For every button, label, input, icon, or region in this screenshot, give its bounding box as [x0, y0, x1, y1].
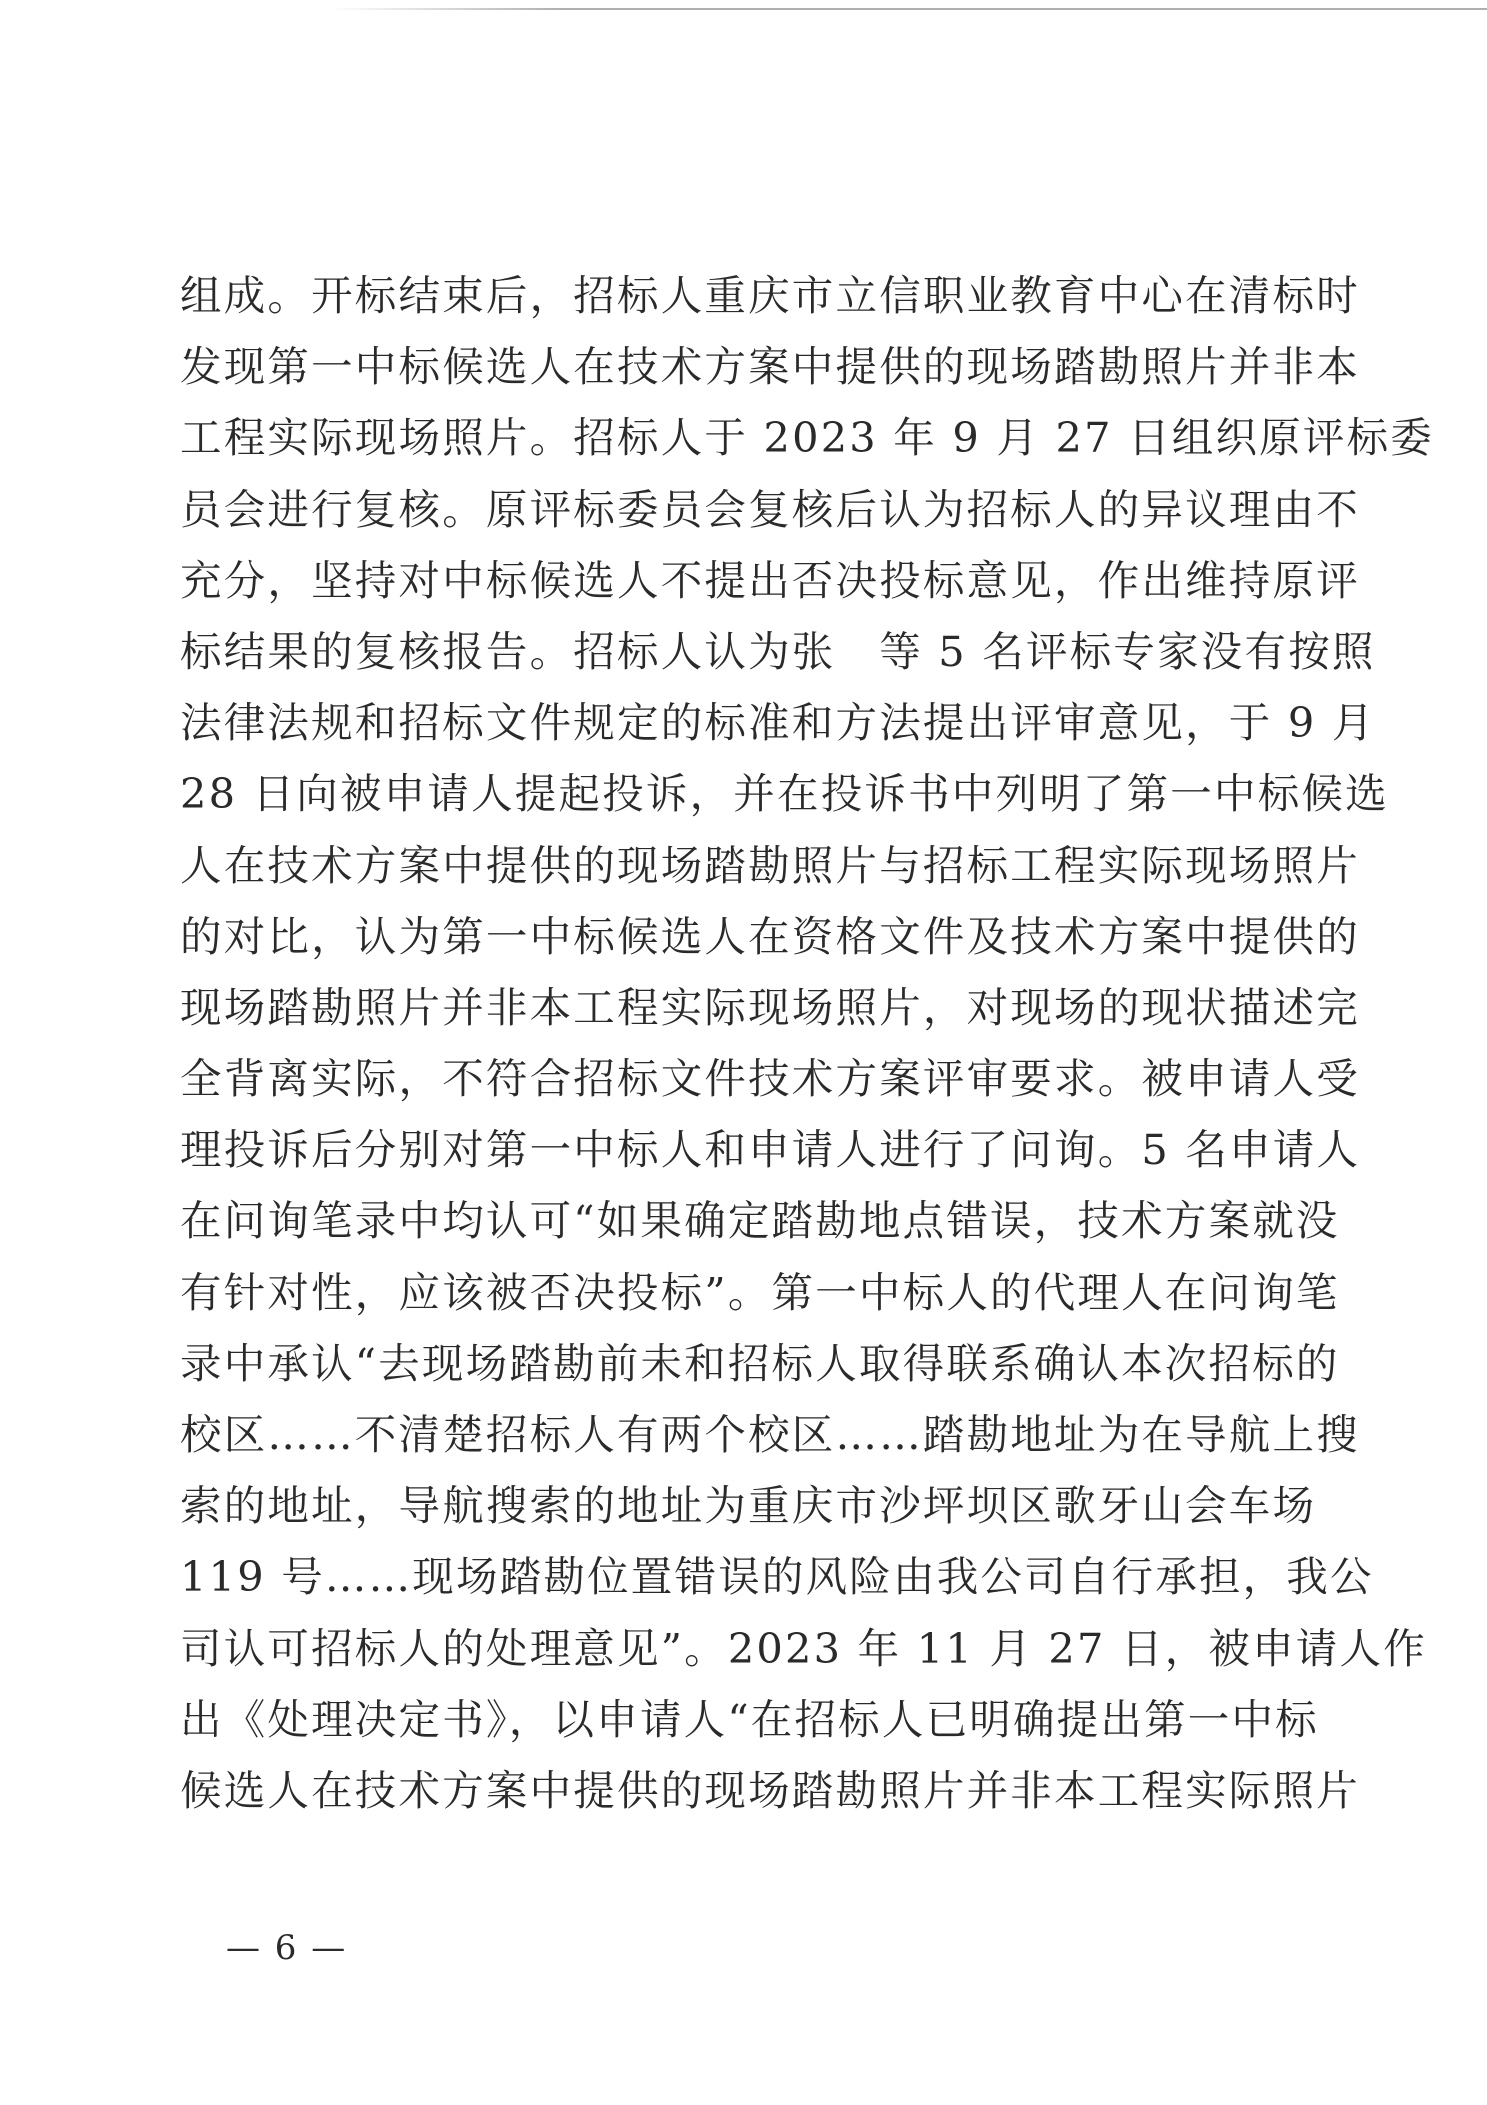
body-line: 在问询笔录中均认可“如果确定踏勘地点错误，技术方案就没 [180, 1196, 1340, 1246]
body-line: 充分，坚持对中标候选人不提出否决投标意见，作出维持原评 [180, 555, 1360, 605]
body-line: 录中承认“去现场踏勘前未和招标人取得联系确认本次招标的 [180, 1338, 1340, 1388]
body-line: 理投诉后分别对第一中标人和申请人进行了问询。5 名申请人 [180, 1125, 1361, 1175]
document-body [180, 260, 1434, 1826]
body-line: 组成。开标结束后，招标人重庆市立信职业教育中心在清标时 [180, 271, 1360, 320]
body-line: 有针对性，应该被否决投标”。第一中标人的代理人在问询笔 [180, 1267, 1340, 1317]
body-line: 28 日向被申请人提起投诉，并在投诉书中列明了第一中标候选 [180, 769, 1389, 819]
body-line: 员会进行复核。原评标委员会复核后认为招标人的异议理由不 [180, 484, 1360, 534]
body-line: 候选人在技术方案中提供的现场踏勘照片并非本工程实际照片 [180, 1765, 1360, 1815]
scan-edge-line [330, 8, 1487, 10]
body-line: 的对比，认为第一中标候选人在资格文件及技术方案中提供的 [180, 911, 1360, 961]
body-line: 司认可招标人的处理意见”。2023 年 11 月 27 日，被申请人作 [180, 1623, 1427, 1673]
body-line: 发现第一中标候选人在技术方案中提供的现场踏勘照片并非本 [180, 342, 1360, 392]
body-line: 出《处理决定书》，以申请人“在招标人已明确提出第一中标 [180, 1694, 1319, 1744]
body-line: 标结果的复核报告。招标人认为张 等 5 名评标专家没有按照 [180, 626, 1376, 676]
body-line: 法律法规和招标文件规定的标准和方法提出评审意见，于 9 月 [180, 698, 1376, 748]
body-line: 校区……不清楚招标人有两个校区……踏勘地址为在导航上搜 [180, 1410, 1360, 1459]
body-line: 119 号……现场踏勘位置错误的风险由我公司自行承担，我公 [180, 1552, 1374, 1602]
body-line: 索的地址，导航搜索的地址为重庆市沙坪坝区歌牙山会车场 [180, 1481, 1317, 1531]
body-line: 全背离实际，不符合招标文件技术方案评审要求。被申请人受 [180, 1054, 1360, 1104]
body-line: 现场踏勘照片并非本工程实际现场照片，对现场的现状描述完 [180, 982, 1360, 1032]
page-number: — 6 — [226, 1928, 348, 1968]
body-line: 人在技术方案中提供的现场踏勘照片与招标工程实际现场照片 [180, 840, 1360, 890]
body-line: 工程实际现场照片。招标人于 2023 年 9 月 27 日组织原评标委 [180, 413, 1434, 463]
